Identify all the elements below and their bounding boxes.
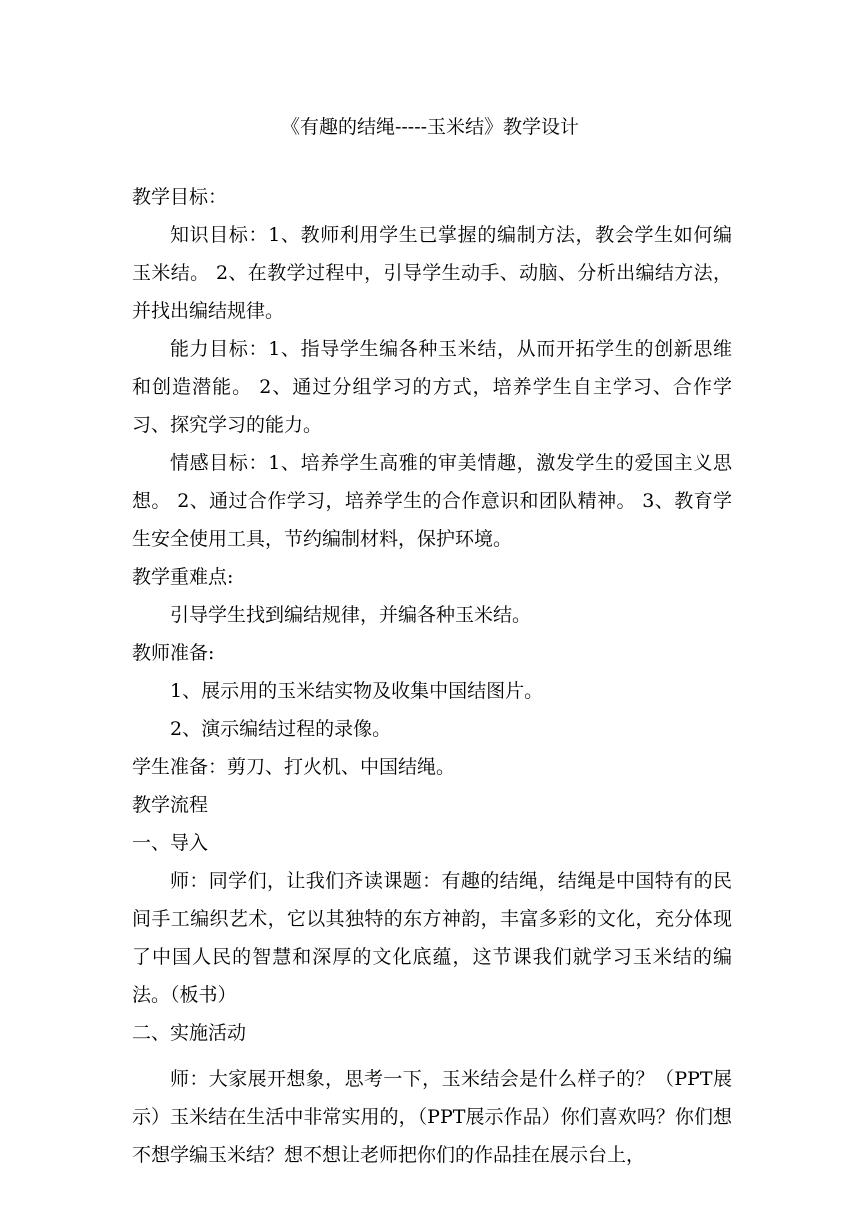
paragraph-student-prep: 学生准备：剪刀、打火机、中国结绳。 bbox=[132, 756, 456, 778]
heading-teacher-prep: 教师准备: bbox=[132, 642, 215, 664]
list-item-teacher-prep-2: 2、演示编结过程的录像。 bbox=[170, 718, 392, 740]
heading-introduction: 一、导入 bbox=[132, 832, 209, 854]
paragraph-ability-goals: 能力目标：1、指导学生编各种玉米结，从而开拓学生的创新思维和创造潜能。 2、通过分组学习的方式，培养学生自主学习、合作学习、探究学习的能力。 bbox=[132, 338, 732, 436]
document-title: 《有趣的结绳-----玉米结》教学设计 bbox=[280, 116, 580, 138]
paragraph-key-points: 引导学生找到编结规律，并编各种玉米结。 bbox=[170, 604, 532, 626]
heading-teaching-process: 教学流程 bbox=[132, 794, 209, 816]
document-body bbox=[132, 178, 732, 1174]
paragraph-activities: 师：大家展开想象，思考一下，玉米结会是什么样子的？（PPT展示）玉米结在生活中非常实用的，（PPT展示作品）你们喜欢吗？你们想不想学编玉米结？想不想让老师把你们的作品挂在展示台上， bbox=[132, 1068, 732, 1166]
heading-activities: 二、实施活动 bbox=[132, 1022, 247, 1044]
paragraph-knowledge-goals: 知识目标：1、教师利用学生已掌握的编制方法，教会学生如何编玉米结。 2、在教学过程中，引导学生动手、动脑、分析出编结方法，并找出编结规律。 bbox=[132, 224, 732, 322]
paragraph-introduction: 师：同学们，让我们齐读课题：有趣的结绳，结绳是中国特有的民间手工编织艺术，它以其独特的东方神韵，丰富多彩的文化，充分体现了中国人民的智慧和深厚的文化底蕴，这节课我们就学习玉米结的编法。（板书） bbox=[132, 870, 732, 1006]
list-item-teacher-prep-1: 1、展示用的玉米结实物及收集中国结图片。 bbox=[170, 680, 544, 702]
heading-teaching-goals: 教学目标： bbox=[132, 186, 228, 208]
heading-key-points: 教学重难点: bbox=[132, 566, 234, 588]
paragraph-emotion-goals: 情感目标：1、培养学生高雅的审美情趣，激发学生的爱国主义思想。 2、通过合作学习，培养学生的合作意识和团队精神。 3、教育学生安全使用工具，节约编制材料，保护环境。 bbox=[132, 452, 732, 550]
